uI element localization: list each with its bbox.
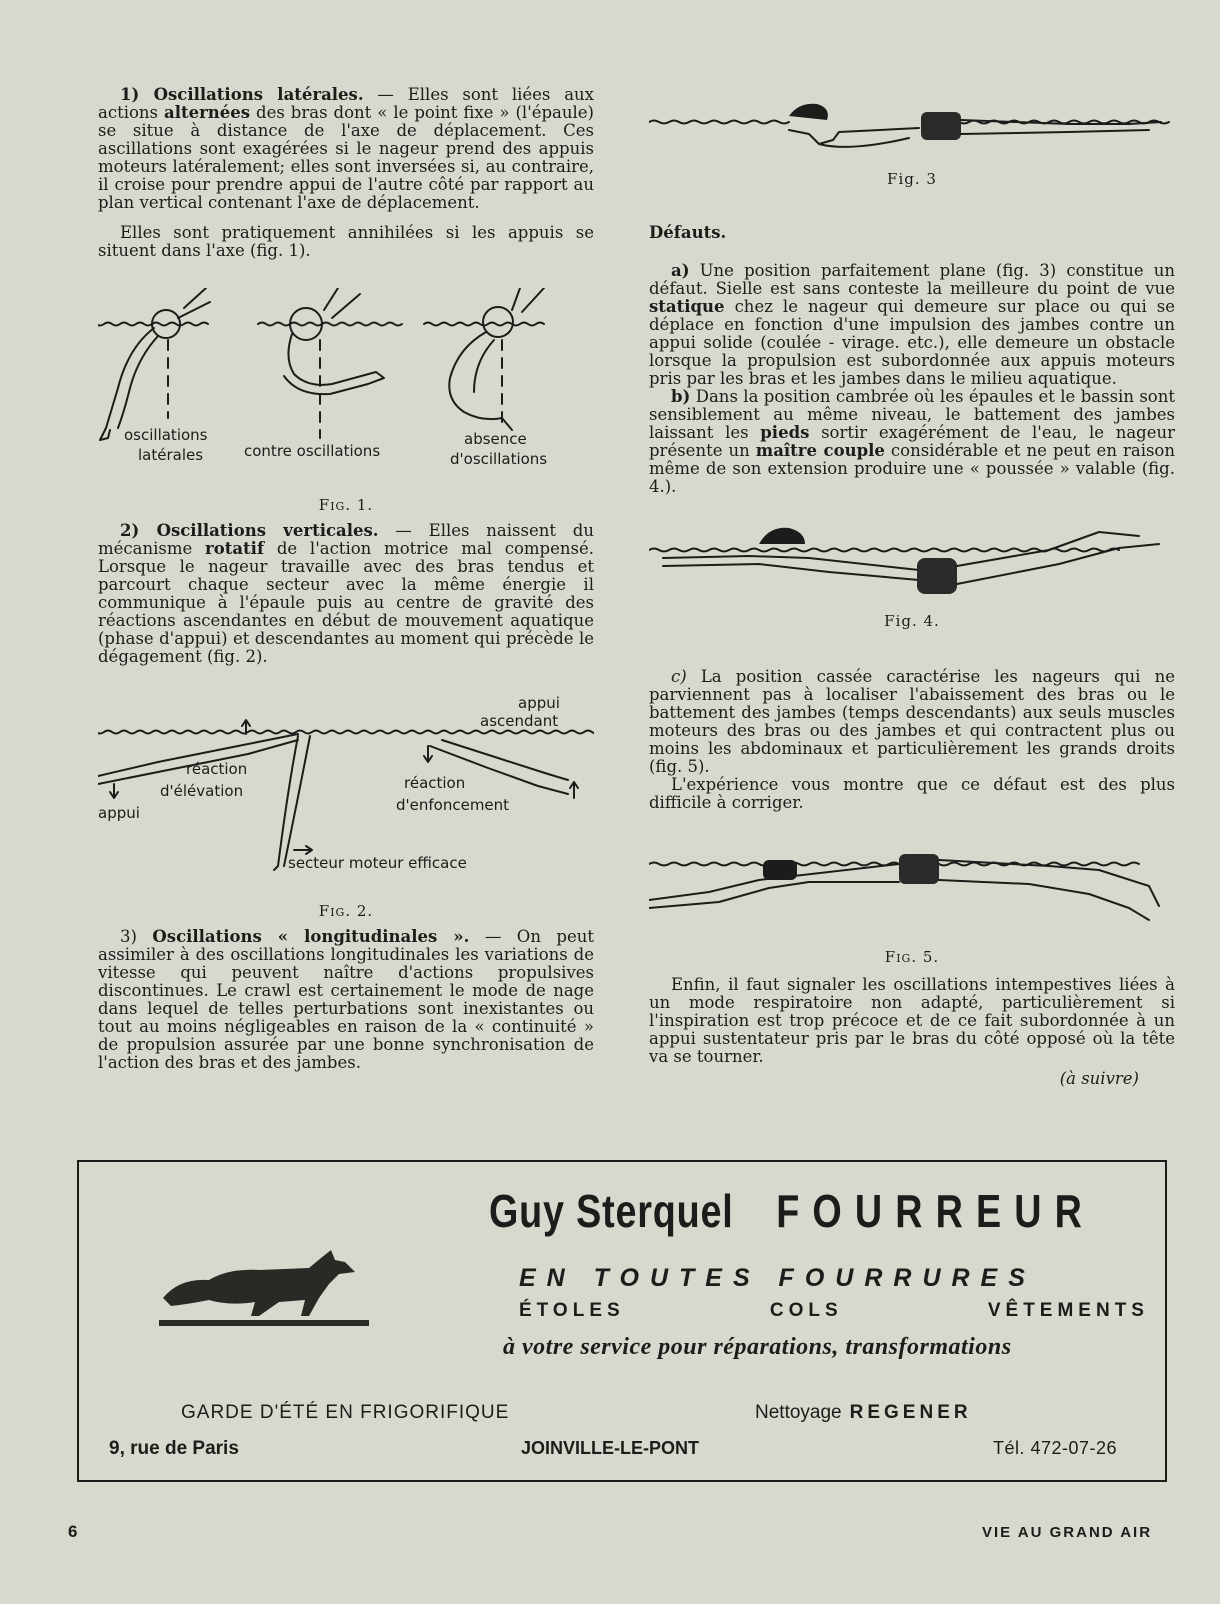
ad-address: 9, rue de Paris: [109, 1438, 239, 1459]
section-longitudinal: 3) Oscillations « longitudinales ». — On peut assimiler à des oscillations longitudinales les variations de vitesse qui peuvent naître d'actions propulsives discontinues. Le crawl est certainement le mode de nage dans lequel de telles perturbations sont inexistantes ou tout au moins négligeables en raison de la « continuité » de propulsion assurée par une bonne synchronisation de l'action des bras et des jambes.: [98, 927, 594, 1072]
fig4-head: [759, 528, 805, 544]
fig2-label-appui-bottom: appui: [98, 804, 140, 822]
ad-telephone: Tél. 472-07-26: [993, 1438, 1118, 1458]
figure-4: [649, 518, 1175, 658]
fig1-label-contre: contre oscillations: [244, 442, 381, 460]
ad-item-cols: COLS: [769, 1300, 843, 1321]
fig5-legs: [939, 860, 1159, 920]
fox-logo: [159, 1228, 369, 1328]
defaut-b: b) Dans la position cambrée où les épaules et le bassin sont sensiblement au même niveau, le battement des jambes laissant les pieds sortir exagérément de l'eau, le nageur présente un maître couple considérable et ne peut en raison même de son extension produire une « poussée » valable (fig. 4.).: [649, 387, 1175, 496]
ad-title: [489, 1184, 1095, 1238]
figure-2: [98, 688, 594, 924]
fig2-label-reaction-2: réaction: [404, 774, 466, 792]
fig3-caption: Fig. 3: [887, 170, 937, 188]
ad-items: [519, 1300, 1149, 1322]
right-column: [649, 86, 1175, 1088]
ad-name: Guy Sterquel: [489, 1185, 734, 1237]
defaut-c-p2: L'expérience vous montre que ce défaut est des plus difficile à corriger.: [649, 775, 1175, 812]
left-column: [98, 86, 594, 1072]
fig2-label-elevation: d'élévation: [160, 782, 244, 800]
swimmer-lateral: [100, 288, 210, 440]
arrow-up-ascendant: [570, 782, 578, 798]
ad-subtitle: EN TOUTES FOURRURES: [519, 1264, 1036, 1292]
section-lateral-p2: Elles sont pratiquement annihilées si les appuis se situent dans l'axe (fig. 1).: [98, 223, 594, 260]
arrow-down-appui: [110, 784, 118, 798]
fig1-label-absence: absence: [464, 430, 527, 448]
fig4-arm: [663, 556, 919, 580]
fig5-trunks: [899, 854, 939, 884]
fig2-caption: Fig. 2.: [318, 902, 374, 920]
fig3-head: [789, 104, 828, 120]
fig5-caption: Fig. 5.: [884, 948, 940, 966]
ad-trade: FOURREUR: [776, 1185, 1095, 1237]
fig2-label-reaction-1: réaction: [186, 760, 248, 778]
swimmer-contre: [284, 288, 384, 438]
section-lateral: 1) Oscillations latérales. — Elles sont liées aux actions alternées des bras dont « le point fixe » (l'épaule) se situe à distance de l'axe de déplacement. Ces ascillations sont exagérées si le nageur prend des appuis moteurs latéralement; elles sont inversées si, au contraire, il croise pour prendre appui de l'autre côté par rapport au plan vertical contenant l'axe de déplacement.: [98, 85, 594, 212]
page-number: 6: [68, 1522, 78, 1541]
fig2-label-secteur: secteur moteur efficace: [288, 854, 467, 872]
fig4-caption: Fig. 4.: [884, 612, 940, 630]
fig4-trunks: [917, 558, 957, 594]
ad-item-etoles: ÉTOLES: [519, 1300, 625, 1321]
ad-service: à votre service pour réparations, transformations: [503, 1334, 1012, 1360]
fig2-label-ascendant: ascendant: [480, 712, 559, 730]
ad-city: JOINVILLE-LE-PONT: [521, 1438, 700, 1458]
a-suivre: (à suivre): [1059, 1069, 1139, 1088]
arrow-down-enfoncement: [424, 746, 432, 762]
fig1-label-oscillations: oscillations: [124, 426, 208, 444]
fig1-caption: Fig. 1.: [318, 496, 374, 514]
ad-nettoyage: Nettoyage REGENER: [755, 1402, 972, 1423]
defaut-c: c) La position cassée caractérise les nageurs qui ne parviennent pas à localiser l'abaissement des bras ou le battement des jambes (temps descendants) aux seuls muscles moteurs des bras ou des jambes et qui contractent plus ou moins les abdominaux et particulièrement les grands droits (fig. 5).: [649, 667, 1175, 776]
swimmer-absence: [449, 288, 544, 430]
section-vertical: 2) Oscillations verticales. — Elles naissent du mécanisme rotatif de l'action motrice mal compensé. Lorsque le nageur travaille avec des bras tendus et parcourt chaque secteur avec la même énergie il communique à l'épaule puis au centre de gravité des réactions ascendantes en début de mouvement aquatique (phase d'appui) et descendantes au moment qui précède le dégagement (fig. 2).: [98, 521, 594, 666]
fig2-drawing: [98, 688, 594, 892]
final-paragraph: Enfin, il faut signaler les oscillations intempestives liées à un mode respiratoire non adapté, particulièrement si l'inspiration est trop précoce et de ce fait subordonnée à un appui sustentateur pris par le bras du côté opposé où la tête va se tourner.: [649, 975, 1175, 1066]
fox-ground: [159, 1320, 369, 1326]
ad-item-vetements: VÊTEMENTS: [987, 1300, 1149, 1321]
figure-3: [649, 86, 1175, 204]
magazine-title: VIE AU GRAND AIR: [982, 1524, 1153, 1541]
fig1-label-doscillations: d'oscillations: [450, 450, 548, 468]
waterline-fig2: [98, 731, 594, 734]
waterline-2: [258, 323, 402, 326]
fox-silhouette: [163, 1250, 355, 1316]
fig2-label-enfoncement: d'enfoncement: [396, 796, 510, 814]
fig5-drawing: [649, 842, 1175, 940]
fig3-drawing: [649, 86, 1175, 172]
fig3-trunks: [921, 112, 961, 140]
fig1-drawing: [98, 288, 594, 502]
advertisement: [77, 1160, 1167, 1482]
figure-5: [649, 842, 1175, 976]
ad-garde: GARDE D'ÉTÉ EN FRIGORIFIQUE: [181, 1402, 510, 1423]
fig2-label-appui-top: appui: [518, 694, 560, 712]
figure-1: [98, 288, 594, 514]
fig4-drawing: [649, 518, 1175, 612]
fig4-legs: [957, 532, 1159, 584]
defauts-title: Défauts.: [649, 223, 727, 242]
arrow-secteur: [294, 846, 312, 854]
fig3-arm: [789, 128, 919, 147]
fig1-label-laterales: latérales: [138, 446, 204, 464]
defaut-a: a) Une position parfaitement plane (fig. 3) constitue un défaut. Sielle est sans conteste la meilleure du point de vue statique chez le nageur qui demeure sur place ou qui se déplace en fonction d'une impulsion des jambes contre un appui solide (coulée - virage. etc.), elle demeure un obstacle lorsque la propulsion est subordonnée aux appuis moteurs pris par les bras et les jambes dans le milieu aquatique.: [649, 261, 1175, 388]
